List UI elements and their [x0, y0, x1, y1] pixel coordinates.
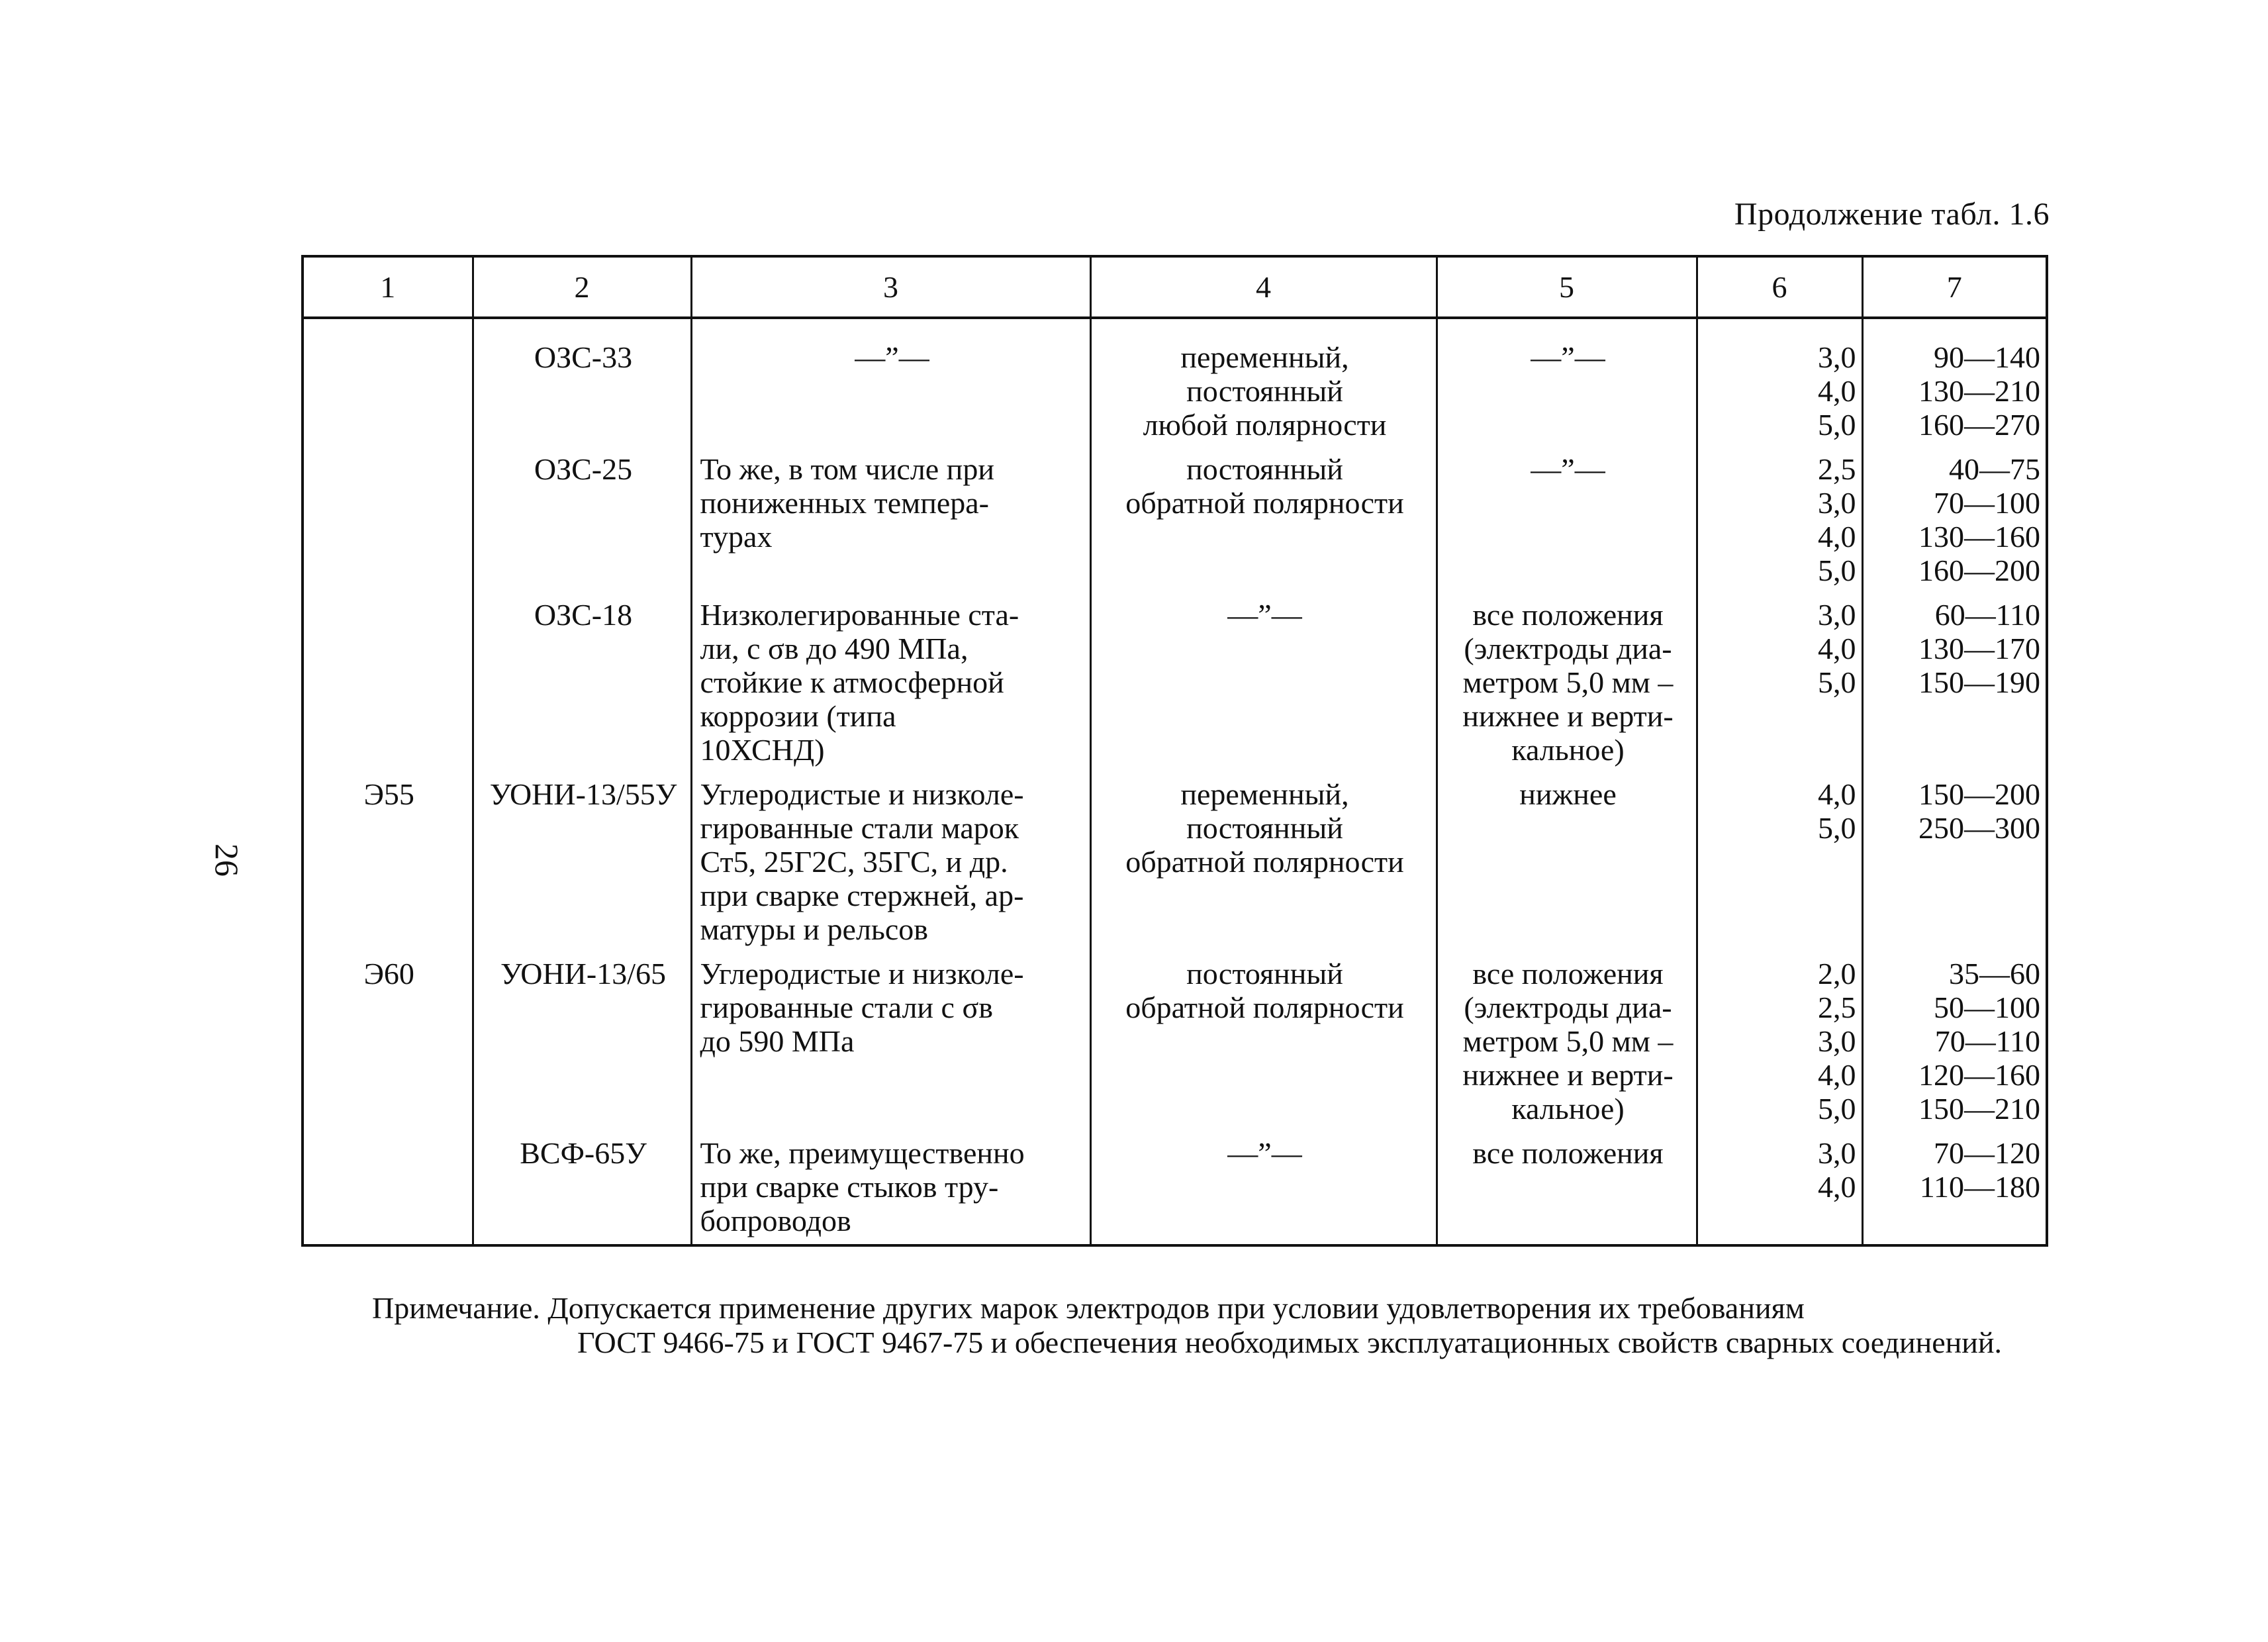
electrode-brand-cell: ВСФ-65У [473, 1132, 691, 1245]
position-cell: —”— [1437, 448, 1697, 594]
current-cell: —”— [1090, 594, 1437, 773]
position-cell: все положения (электроды диа- метром 5,0 мм – нижнее и верти- кальное) [1437, 594, 1697, 773]
application-cell: —”— [691, 318, 1090, 448]
header-col-2: 2 [473, 256, 691, 318]
amperage-cell: 40—75 70—100 130—160 160—200 [1862, 448, 2047, 594]
table-row [303, 448, 2047, 594]
position-cell: нижнее [1437, 773, 1697, 953]
diameter-cell: 2,5 3,0 4,0 5,0 [1697, 448, 1862, 594]
current-cell: переменный, постоянный обратной полярности [1090, 773, 1437, 953]
table-row [303, 1132, 2047, 1245]
electrode-brand-cell: УОНИ-13/65 [473, 953, 691, 1132]
electrode-type-cell: Э60 [363, 957, 414, 990]
electrode-type-cell: Э55 [363, 777, 414, 811]
application-cell: Низколегированные ста- ли, с σв до 490 МПа, стойкие к атмосферной коррозии (типа 10ХСНД) [691, 594, 1090, 773]
current-cell: постоянный обратной полярности [1090, 953, 1437, 1132]
diameter-cell: 3,0 4,0 [1697, 1132, 1862, 1245]
page-number: 26 [209, 844, 246, 877]
table-row [303, 594, 2047, 773]
electrode-brand-cell: ОЗС-18 [473, 594, 691, 773]
electrode-brand-cell: УОНИ-13/55У [473, 773, 691, 953]
amperage-cell: 60—110 130—170 150—190 [1862, 594, 2047, 773]
table-note [372, 1291, 2047, 1360]
header-row [303, 256, 2047, 318]
note-text-rest: ГОСТ 9466-75 и ГОСТ 9467-75 и обеспечения необходимых эксплуатационных свойств сварных соединений. [577, 1326, 2003, 1359]
electrode-type-cell [303, 1132, 473, 1245]
table-row [303, 953, 2047, 1132]
position-cell: —”— [1437, 318, 1697, 448]
table-row [303, 318, 2047, 448]
application-cell: То же, преимущественно при сварке стыков тру- бопроводов [691, 1132, 1090, 1245]
amperage-cell: 90—140 130—210 160—270 [1862, 318, 2047, 448]
application-cell: Углеродистые и низколе- гированные стали марок Ст5, 25Г2С, 35ГС, и др. при сварке стержней, ар- матуры и рельсов [691, 773, 1090, 953]
table-caption: Продолжение табл. 1.6 [1734, 197, 2050, 232]
header-col-3: 3 [691, 256, 1090, 318]
current-cell: —”— [1090, 1132, 1437, 1245]
diameter-cell: 4,0 5,0 [1697, 773, 1862, 953]
electrode-type-cell [303, 594, 473, 773]
header-col-4: 4 [1090, 256, 1437, 318]
diameter-cell: 3,0 4,0 5,0 [1697, 594, 1862, 773]
amperage-cell: 150—200 250—300 [1862, 773, 2047, 953]
electrode-brand-cell: ОЗС-25 [473, 448, 691, 594]
electrode-type-cell [303, 318, 473, 448]
electrode-type-cell [303, 448, 473, 594]
electrode-table [301, 255, 2048, 1247]
application-cell: Углеродистые и низколе- гированные стали с σв до 590 МПа [691, 953, 1090, 1132]
header-col-6: 6 [1697, 256, 1862, 318]
table-row [303, 773, 2047, 953]
header-col-5: 5 [1437, 256, 1697, 318]
electrode-brand-cell: ОЗС-33 [473, 318, 691, 448]
position-cell: все положения [1437, 1132, 1697, 1245]
note-label: Примечание. [372, 1291, 540, 1325]
amperage-cell: 35—60 50—100 70—110 120—160 150—210 [1862, 953, 2047, 1132]
current-cell: переменный, постоянный любой полярности [1090, 318, 1437, 448]
header-col-7: 7 [1862, 256, 2047, 318]
diameter-cell: 3,0 4,0 5,0 [1697, 318, 1862, 448]
diameter-cell: 2,0 2,5 3,0 4,0 5,0 [1697, 953, 1862, 1132]
application-cell: То же, в том числе при пониженных темпера- турах [691, 448, 1090, 594]
current-cell: постоянный обратной полярности [1090, 448, 1437, 594]
header-col-1: 1 [303, 256, 473, 318]
amperage-cell: 70—120 110—180 [1862, 1132, 2047, 1245]
note-text-line1: Допускается применение других марок электродов при условии удовлетворения их требованиям [547, 1291, 1805, 1325]
position-cell: все положения (электроды диа- метром 5,0 мм – нижнее и верти- кальное) [1437, 953, 1697, 1132]
